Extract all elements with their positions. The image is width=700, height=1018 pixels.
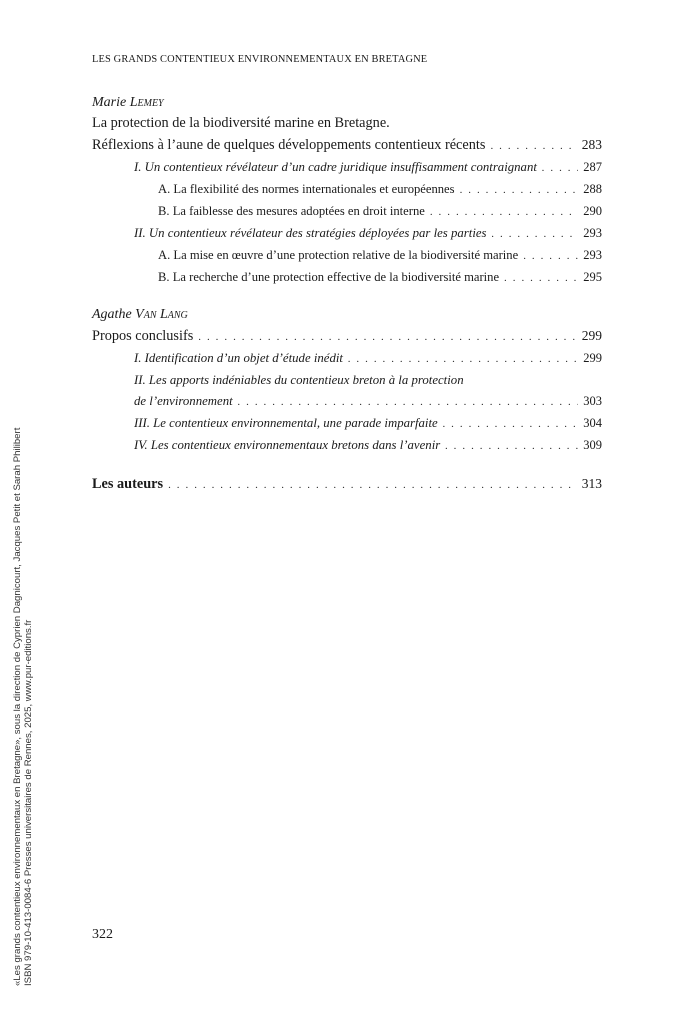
dot-leader [490,136,576,157]
toc-entry-text: I. Un contentieux révélateur d’un cadre juridique insuffisamment contraignant [134,160,537,174]
toc-entry-text: B. La faiblesse des mesures adoptées en droit interne [158,204,425,218]
toc-page-number: 304 [583,416,602,430]
toc-page-number: 299 [581,328,602,343]
toc-entry-text: Les auteurs [92,476,164,492]
toc-entry-authors[interactable] [92,473,602,496]
toc-page-number: 290 [583,204,602,218]
toc-entry[interactable] [92,435,602,457]
author-last-name: Lemey [129,95,164,110]
section-spacer [92,289,602,305]
dot-leader [443,414,579,435]
toc-page-number: 293 [583,248,602,262]
author-first-name: Marie [92,95,130,110]
dot-leader [504,268,578,289]
toc-entry[interactable] [92,179,602,201]
toc-entry[interactable] [92,245,602,267]
dot-leader [542,158,578,179]
toc-entry[interactable] [92,201,602,223]
toc-entry-text: I. Identification d’un objet d’étude inédit [134,351,343,365]
toc-entry-text: de l’environnement [134,394,233,408]
copyright-side-note [12,428,34,986]
section-author [92,93,602,113]
dot-leader [168,475,577,496]
page-number: 322 [92,927,113,942]
toc-entry[interactable] [92,348,602,370]
toc-entry-text: Propos conclusifs [92,328,194,344]
toc-page-number: 295 [583,270,602,284]
toc-entry[interactable] [92,391,602,413]
toc-page-number: 299 [583,351,602,365]
side-note-line: «Les grands contentieux environnementaux en Bretagne», sous la direction de Cyprien Dagnicourt, Jacques Petit et Sarah Philibert [12,427,23,986]
table-of-contents [92,93,602,496]
toc-entry-text: A. La flexibilité des normes internationales et européennes [158,182,455,196]
side-note-line: ISBN 979-10-413-0084-6 Presses universitaires de Rennes, 2025, www.pur-editions.fr [23,619,34,986]
author-first-name: Agathe [92,307,136,322]
dot-leader [430,202,578,223]
dot-leader [445,436,578,457]
toc-page-number: 283 [581,137,602,152]
author-last-name: Van Lang [135,307,188,322]
toc-entry-text: B. La recherche d’une protection effective de la biodiversité marine [158,270,500,284]
toc-page-number: 287 [583,160,602,174]
dot-leader [198,327,576,348]
running-head: LES GRANDS CONTENTIEUX ENVIRONNEMENTAUX EN BRETAGNE [92,54,428,65]
toc-entry[interactable] [92,267,602,289]
toc-entry[interactable] [92,134,602,157]
section-author [92,305,602,325]
toc-entry[interactable] [92,325,602,348]
section-spacer [92,457,602,473]
toc-entry[interactable] [92,413,602,435]
toc-page-number: 309 [583,438,602,452]
dot-leader [523,246,578,267]
toc-page-number: 303 [583,394,602,408]
chapter-title-line: La protection de la biodiversité marine en Bretagne. [92,115,390,131]
dot-leader [460,180,579,201]
toc-page-number: 293 [583,226,602,240]
toc-entry[interactable] [92,223,602,245]
toc-entry[interactable] [92,157,602,179]
dot-leader [492,224,579,245]
toc-entry-text: Réflexions à l’aune de quelques développements contentieux récents [92,137,486,153]
toc-page-number: 288 [583,182,602,196]
toc-entry-text: IV. Les contentieux environnementaux bretons dans l’avenir [134,438,441,452]
toc-entry-text: III. Le contentieux environnemental, une parade imparfaite [134,416,438,430]
toc-page-number: 313 [581,476,602,491]
toc-entry-text: A. La mise en œuvre d’une protection relative de la biodiversité marine [158,248,519,262]
toc-entry-text: II. Un contentieux révélateur des stratégies déployées par les parties [134,226,487,240]
dot-leader [348,349,578,370]
dot-leader [238,392,579,413]
toc-entry-continued-line: II. Les apports indéniables du contentieux breton à la protection [134,373,464,387]
